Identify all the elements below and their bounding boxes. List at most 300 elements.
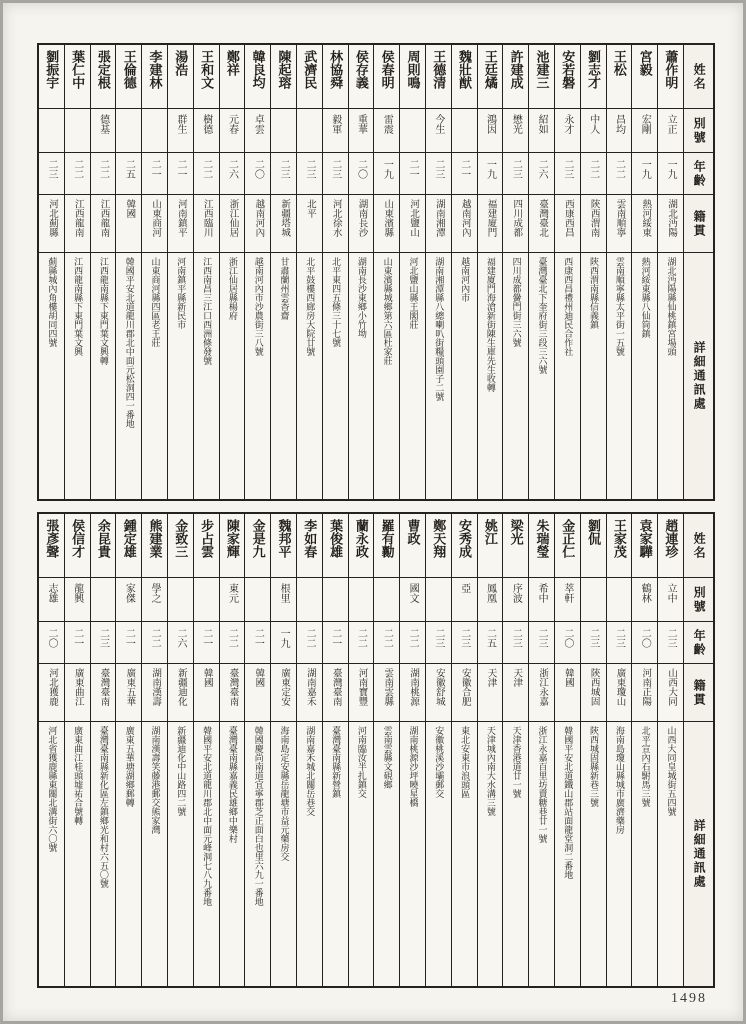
- person-alias-cell: [478, 578, 503, 622]
- person-native-place: 四川成都: [511, 199, 522, 237]
- person-native-place: 陝西城固: [588, 668, 599, 706]
- person-address-cell: [426, 253, 451, 499]
- person-column: [322, 514, 348, 986]
- person-column: [296, 45, 322, 499]
- person-alias-cell: [374, 578, 399, 622]
- person-name: 朱瑞瑩: [534, 519, 550, 558]
- person-name-cell: [142, 45, 167, 109]
- person-name: 侯春明: [379, 50, 395, 89]
- person-alias-cell: [271, 578, 296, 622]
- person-address: 天津香港道廿一號: [511, 726, 522, 798]
- person-name-cell: [658, 45, 683, 109]
- person-address: 海南島定安縣岳龍塘市益元藥房交: [279, 726, 290, 861]
- person-name-cell: [245, 45, 270, 109]
- person-age-cell: [194, 622, 219, 664]
- person-column: [167, 45, 193, 499]
- person-column: [141, 45, 167, 499]
- person-address-cell: [194, 722, 219, 986]
- person-age: 二〇: [355, 159, 367, 179]
- person-age-cell: [658, 153, 683, 195]
- person-native-place-cell: [116, 195, 141, 253]
- person-age-cell: [632, 622, 657, 664]
- person-address: 江西南昌三江口西洲條發號: [202, 257, 213, 365]
- person-age-cell: [323, 153, 348, 195]
- person-address-cell: [142, 253, 167, 499]
- person-alias-cell: [658, 109, 683, 153]
- person-alias-cell: [426, 109, 451, 153]
- person-name-cell: [426, 45, 451, 109]
- person-address-cell: [220, 722, 245, 986]
- person-native-place-cell: [39, 195, 64, 253]
- person-age-cell: [116, 622, 141, 664]
- person-name: 張彥聲: [44, 519, 60, 558]
- person-age-cell: [632, 153, 657, 195]
- person-name-cell: [529, 45, 554, 109]
- person-age-cell: [555, 153, 580, 195]
- person-column: [219, 45, 245, 499]
- person-native-place-cell: [323, 664, 348, 722]
- person-native-place-cell: [478, 664, 503, 722]
- person-age: 二三: [510, 628, 522, 648]
- person-alias-cell: [323, 578, 348, 622]
- person-age: 一九: [381, 159, 393, 179]
- person-address: 臺灣臺南縣新化區左鎮鄉光和村六五〇號: [98, 726, 109, 888]
- person-column: [39, 514, 64, 986]
- person-native-place: 河北徐水: [330, 199, 341, 237]
- person-age: 二一: [123, 628, 135, 648]
- person-column: [64, 514, 90, 986]
- person-address-cell: [478, 253, 503, 499]
- person-alias: 懋光: [510, 114, 522, 134]
- person-alias-cell: [452, 578, 477, 622]
- person-name-cell: [426, 514, 451, 578]
- person-age: 二三: [561, 159, 573, 179]
- person-name: 侯存義: [353, 50, 369, 89]
- person-alias: 序波: [510, 583, 522, 603]
- person-address-cell: [426, 722, 451, 986]
- person-column: [90, 45, 116, 499]
- person-age: 二一: [458, 159, 470, 179]
- person-age-cell: [116, 153, 141, 195]
- person-alias: 希中: [536, 583, 548, 603]
- person-native-place-cell: [349, 664, 374, 722]
- person-column: [451, 514, 477, 986]
- person-address: 江西龍南縣下東門葉文興轉: [98, 257, 109, 365]
- person-column: [451, 45, 477, 499]
- person-name-cell: [271, 514, 296, 578]
- person-age-cell: [323, 622, 348, 664]
- person-address: 江西龍南縣下東門葉文興: [73, 257, 84, 356]
- person-address-cell: [271, 722, 296, 986]
- person-native-place: 韓國: [201, 668, 212, 687]
- person-name-cell: [400, 514, 425, 578]
- person-address: 湖南湘潭縣八總喇叭街糧頭園子二號: [434, 257, 445, 401]
- person-age: 二一: [200, 628, 212, 648]
- person-alias: 卓雲: [252, 114, 264, 134]
- person-age-cell: [452, 622, 477, 664]
- person-address: 湖南長沙東鄉小竹坳: [356, 257, 367, 338]
- person-age: 二二: [226, 628, 238, 648]
- person-native-place: 新疆塔城: [279, 199, 290, 237]
- person-native-place: 湖南長沙: [356, 199, 367, 237]
- person-column: [244, 514, 270, 986]
- row-header-column-top: [683, 45, 713, 499]
- person-address: 安徽桃溪沙壩郵交: [434, 726, 445, 798]
- person-native-place: 越南河內: [253, 199, 264, 237]
- person-native-place: 臺灣臺南: [227, 668, 238, 706]
- person-alias-cell: [632, 578, 657, 622]
- person-native-place-cell: [452, 664, 477, 722]
- person-address-cell: [65, 722, 90, 986]
- person-age: 二三: [510, 159, 522, 179]
- person-native-place-cell: [529, 664, 554, 722]
- person-alias-cell: [529, 578, 554, 622]
- person-address: 北平鼓樓西廊房大院廿號: [305, 257, 316, 356]
- person-name-cell: [194, 45, 219, 109]
- person-alias: 樹德: [200, 114, 212, 134]
- person-age: 二一: [329, 628, 341, 648]
- person-native-place: 天津: [511, 668, 522, 687]
- person-address-cell: [503, 253, 528, 499]
- person-age-cell: [220, 153, 245, 195]
- person-age-cell: [271, 153, 296, 195]
- person-address: 甘肅蘭州雲香齋: [279, 257, 290, 320]
- person-age: 二三: [613, 628, 625, 648]
- person-age: 二二: [355, 628, 367, 648]
- person-age: 二一: [252, 628, 264, 648]
- person-native-place: 安徽舒城: [433, 668, 444, 706]
- person-alias-cell: [607, 578, 632, 622]
- person-alias-cell: [503, 578, 528, 622]
- person-name: 羅有勷: [379, 519, 395, 558]
- person-address: 薊縣城內角樓胡同四號: [47, 257, 58, 347]
- person-alias: 雷震: [381, 114, 393, 134]
- person-alias: 萃軒: [561, 583, 573, 603]
- person-address: 越南河內市: [460, 257, 471, 302]
- person-age: 二三: [97, 628, 109, 648]
- person-age-cell: [220, 622, 245, 664]
- person-age-cell: [400, 622, 425, 664]
- person-native-place: 韓國: [253, 668, 264, 687]
- person-native-place-cell: [478, 195, 503, 253]
- person-name-cell: [349, 514, 374, 578]
- person-column: [193, 514, 219, 986]
- person-name: 熊建業: [147, 519, 163, 558]
- person-alias-cell: [581, 109, 606, 153]
- person-address: 廣東五華塘湖鄉郵轉: [124, 726, 135, 807]
- row-label-address: 詳細通訊處: [692, 819, 707, 889]
- person-age-cell: [555, 622, 580, 664]
- person-address-cell: [374, 722, 399, 986]
- person-alias-cell: [116, 109, 141, 153]
- person-address: 韓國平安北道龍川郡北中面元峰洞七八九番地: [202, 726, 213, 906]
- person-age-cell: [607, 153, 632, 195]
- person-age: 二〇: [639, 628, 651, 648]
- person-alias: 學之: [149, 583, 161, 603]
- person-column: [657, 514, 683, 986]
- person-age: 二〇: [45, 628, 57, 648]
- person-address-cell: [555, 253, 580, 499]
- person-column: [631, 45, 657, 499]
- person-native-place: 廣東五華: [124, 668, 135, 706]
- person-alias: 昌均: [613, 114, 625, 134]
- row-label-name: 姓名: [692, 531, 707, 560]
- person-column: [606, 45, 632, 499]
- person-native-place: 天津: [485, 668, 496, 687]
- person-age-cell: [168, 622, 193, 664]
- person-age-cell: [142, 153, 167, 195]
- person-native-place-cell: [400, 195, 425, 253]
- person-age-cell: [39, 622, 64, 664]
- person-native-place-cell: [581, 664, 606, 722]
- person-age: 二二: [613, 159, 625, 179]
- person-age: 二二: [97, 159, 109, 179]
- person-address: 東北安東市浪頭區: [460, 726, 471, 798]
- person-native-place-cell: [168, 195, 193, 253]
- person-age-cell: [374, 622, 399, 664]
- person-column: [580, 514, 606, 986]
- person-address-cell: [245, 253, 270, 499]
- person-name-cell: [142, 514, 167, 578]
- person-column: [296, 514, 322, 986]
- page-number: 1498: [671, 991, 707, 1006]
- person-address-cell: [65, 253, 90, 499]
- person-column: [270, 514, 296, 986]
- row-label-alias: 別號: [692, 116, 707, 145]
- person-address: 韓國平安北道鐵山郡站面龍堂洞二番地: [563, 726, 574, 879]
- person-address: 廣東曲江桂頭墟祐合號轉: [73, 726, 84, 825]
- person-address: 陝西渭南縣信義鎮: [589, 257, 600, 329]
- person-column: [580, 45, 606, 499]
- person-name-cell: [323, 45, 348, 109]
- person-age-cell: [607, 622, 632, 664]
- person-native-place: 河北薊縣: [46, 199, 57, 237]
- row-label-alias: 別號: [692, 585, 707, 614]
- person-column: [64, 45, 90, 499]
- person-address-cell: [91, 253, 116, 499]
- person-alias-cell: [374, 109, 399, 153]
- person-name: 王和文: [199, 50, 215, 89]
- person-name-cell: [220, 514, 245, 578]
- person-native-place: 江西龍南: [72, 199, 83, 237]
- person-column: [348, 514, 374, 986]
- person-address-cell: [374, 253, 399, 499]
- person-alias: 亞: [458, 583, 470, 593]
- person-age: 二六: [536, 159, 548, 179]
- person-native-place-cell: [658, 195, 683, 253]
- person-alias-cell: [65, 109, 90, 153]
- person-name: 趙連珍: [663, 519, 679, 558]
- person-name: 李建林: [147, 50, 163, 89]
- person-alias: 志雄: [45, 583, 57, 603]
- person-column: [657, 45, 683, 499]
- person-name: 湯浩: [173, 50, 189, 76]
- person-native-place-cell: [142, 664, 167, 722]
- person-name: 鄭天翔: [431, 519, 447, 558]
- person-native-place: 山東商河: [150, 199, 161, 237]
- person-address-cell: [400, 722, 425, 986]
- person-column: [39, 45, 64, 499]
- person-native-place: 河南正陽: [640, 668, 651, 706]
- person-native-place-cell: [323, 195, 348, 253]
- person-native-place: 山東濱縣: [382, 199, 393, 237]
- person-name-cell: [581, 514, 606, 578]
- row-label-age: 年齡: [692, 628, 707, 657]
- person-name: 安若磐: [560, 50, 576, 89]
- person-age-cell: [529, 622, 554, 664]
- person-address-cell: [39, 722, 64, 986]
- person-age: 二六: [174, 628, 186, 648]
- person-address: 越南河內市沙農街三八號: [253, 257, 264, 356]
- person-name: 金是九: [250, 519, 266, 558]
- person-address: 浙江永嘉百里坊賣糖巷廿一號: [537, 726, 548, 843]
- person-alias-cell: [632, 109, 657, 153]
- person-name-cell: [116, 514, 141, 578]
- person-native-place: 河北獲鹿: [46, 668, 57, 706]
- person-native-place: 浙江仙居: [227, 199, 238, 237]
- person-native-place-cell: [168, 664, 193, 722]
- person-native-place: 臺灣臺南: [98, 668, 109, 706]
- person-native-place-cell: [65, 195, 90, 253]
- person-column: [115, 45, 141, 499]
- person-address: 福建廈門海滄新街陳生庫先生收轉: [485, 257, 496, 392]
- person-address-cell: [245, 722, 270, 986]
- person-native-place-cell: [426, 664, 451, 722]
- person-name-cell: [297, 45, 322, 109]
- person-native-place-cell: [658, 664, 683, 722]
- person-name: 王廷燏: [482, 50, 498, 89]
- person-name-cell: [91, 514, 116, 578]
- person-name: 韓良均: [250, 50, 266, 89]
- person-alias: 國文: [407, 583, 419, 603]
- row-label-alias-cell: [684, 109, 713, 153]
- person-alias-cell: [478, 109, 503, 153]
- person-address-cell: [632, 253, 657, 499]
- directory-table-bottom: [37, 512, 715, 988]
- person-address: 熱河綏東縣八仙筒鎮: [640, 257, 651, 338]
- person-alias-cell: [194, 578, 219, 622]
- person-name: 劉振宇: [44, 50, 60, 89]
- person-age: 二一: [71, 628, 83, 648]
- person-name-cell: [452, 45, 477, 109]
- person-address-cell: [658, 253, 683, 499]
- person-native-place: 韓國: [562, 668, 573, 687]
- person-name: 宮毅: [637, 50, 653, 76]
- person-native-place-cell: [116, 664, 141, 722]
- person-name: 姚江: [482, 519, 498, 545]
- person-native-place: 浙江永嘉: [537, 668, 548, 706]
- person-address-cell: [168, 722, 193, 986]
- row-label-age-cell: [684, 153, 713, 195]
- person-column: [425, 45, 451, 499]
- person-alias: 中人: [587, 114, 599, 134]
- person-address-cell: [529, 722, 554, 986]
- person-address-cell: [116, 253, 141, 499]
- person-native-place: 安徽合肥: [459, 668, 470, 706]
- person-address-cell: [400, 253, 425, 499]
- person-age: 二二: [381, 628, 393, 648]
- person-address: 北平東四五條三十七號: [331, 257, 342, 347]
- person-column: [373, 514, 399, 986]
- person-alias-cell: [349, 109, 374, 153]
- person-address-cell: [194, 253, 219, 499]
- person-native-place-cell: [142, 195, 167, 253]
- person-address-cell: [555, 722, 580, 986]
- row-label-native: 籍貫: [692, 209, 707, 238]
- person-native-place-cell: [39, 664, 64, 722]
- person-name-cell: [632, 45, 657, 109]
- person-age: 二〇: [252, 159, 264, 179]
- person-alias: 立中: [665, 583, 677, 603]
- person-name-cell: [220, 45, 245, 109]
- person-age: 一九: [639, 159, 651, 179]
- row-label-alias-cell: [684, 578, 713, 622]
- person-address-cell: [349, 253, 374, 499]
- person-address: 臺灣臺北下奎府街三段三六號: [537, 257, 548, 374]
- person-address-cell: [607, 253, 632, 499]
- person-native-place: 湖南桃源: [408, 668, 419, 706]
- person-native-place-cell: [503, 664, 528, 722]
- person-alias-cell: [245, 578, 270, 622]
- person-native-place: 北平: [304, 199, 315, 218]
- row-header-column-bottom: [683, 514, 713, 986]
- person-column: [193, 45, 219, 499]
- person-alias-cell: [400, 578, 425, 622]
- person-native-place-cell: [297, 195, 322, 253]
- person-native-place-cell: [271, 664, 296, 722]
- person-alias: 立正: [665, 114, 677, 134]
- person-native-place-cell: [91, 664, 116, 722]
- person-age: 二三: [536, 628, 548, 648]
- person-name-cell: [323, 514, 348, 578]
- person-native-place: 河南寶豐: [356, 668, 367, 706]
- person-age-cell: [297, 622, 322, 664]
- person-alias-cell: [91, 109, 116, 153]
- person-address-cell: [297, 722, 322, 986]
- person-native-place-cell: [245, 195, 270, 253]
- person-native-place-cell: [220, 195, 245, 253]
- person-column: [399, 514, 425, 986]
- person-age-cell: [478, 622, 503, 664]
- person-alias-cell: [65, 578, 90, 622]
- person-address: 山東商河縣四區老王莊: [150, 257, 161, 347]
- person-name-cell: [91, 45, 116, 109]
- person-address-cell: [168, 253, 193, 499]
- person-alias: 重華: [355, 114, 367, 134]
- person-name: 武濟民: [302, 50, 318, 89]
- person-alias-cell: [39, 109, 64, 153]
- person-age: 二六: [226, 159, 238, 179]
- person-address-cell: [478, 722, 503, 986]
- person-alias-cell: [168, 109, 193, 153]
- person-native-place: 廣東曲江: [72, 668, 83, 706]
- person-name-cell: [529, 514, 554, 578]
- person-column: [502, 514, 528, 986]
- person-address: 山西大同皇城街五四號: [666, 726, 677, 816]
- person-native-place: 雲南順寧: [614, 199, 625, 237]
- person-address-cell: [323, 253, 348, 499]
- person-age: 二二: [587, 159, 599, 179]
- person-name: 葉仁中: [70, 50, 86, 89]
- person-alias-cell: [349, 578, 374, 622]
- person-native-place-cell: [271, 195, 296, 253]
- person-native-place-cell: [194, 195, 219, 253]
- person-age-cell: [529, 153, 554, 195]
- person-column: [90, 514, 116, 986]
- person-age: 二三: [278, 159, 290, 179]
- person-age: 二一: [407, 159, 419, 179]
- person-native-place-cell: [452, 195, 477, 253]
